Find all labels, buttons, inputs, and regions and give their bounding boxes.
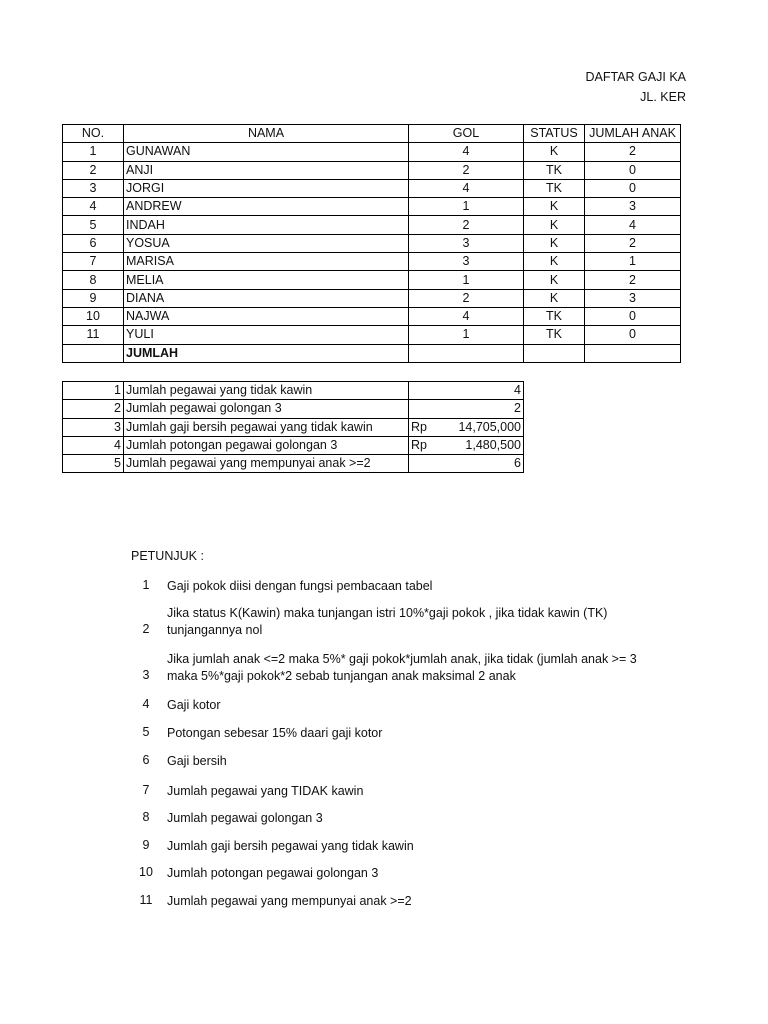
instruction-number: 4: [142, 697, 150, 711]
instruction-number: 3: [142, 668, 150, 682]
document-title: DAFTAR GAJI KA: [585, 70, 686, 84]
cell-status: K: [524, 271, 585, 289]
column-header-nama: NAMA: [124, 125, 409, 143]
column-header-no: NO.: [63, 125, 124, 143]
table-row: [63, 253, 681, 271]
instruction-line: Jumlah gaji bersih pegawai yang tidak kawin: [167, 839, 414, 853]
table-cell: [409, 344, 524, 362]
summary-value: 6: [514, 456, 521, 471]
summary-no: 3: [63, 418, 124, 436]
cell-no: 11: [63, 326, 124, 344]
cell-no: 10: [63, 307, 124, 325]
summary-value-cell: [409, 455, 524, 473]
table-row: [63, 326, 681, 344]
column-header-status: STATUS: [524, 125, 585, 143]
cell-no: 2: [63, 161, 124, 179]
cell-nama: MELIA: [124, 271, 409, 289]
table-row: [63, 271, 681, 289]
table-cell: [524, 344, 585, 362]
total-label: JUMLAH: [124, 344, 409, 362]
table-row: [63, 179, 681, 197]
cell-nama: ANDREW: [124, 198, 409, 216]
instruction-text: [167, 605, 687, 639]
cell-gol: 1: [409, 326, 524, 344]
instruction-number: 1: [142, 578, 150, 592]
instruction-number: 9: [142, 838, 150, 852]
summary-no: 5: [63, 455, 124, 473]
cell-jumlah-anak: 2: [585, 271, 681, 289]
instruction-line: maka 5%*gaji pokok*2 sebab tunjangan anak maksimal 2 anak: [167, 669, 516, 683]
cell-no: 4: [63, 198, 124, 216]
instruction-line: tunjangannya nol: [167, 623, 263, 637]
table-cell: [585, 344, 681, 362]
cell-status: K: [524, 143, 585, 161]
summary-value-cell: [409, 418, 524, 436]
currency-label: Rp: [411, 419, 427, 434]
cell-gol: 3: [409, 234, 524, 252]
cell-no: 5: [63, 216, 124, 234]
total-row: [63, 344, 681, 362]
table-row: [63, 289, 681, 307]
cell-status: TK: [524, 307, 585, 325]
cell-jumlah-anak: 3: [585, 198, 681, 216]
cell-jumlah-anak: 2: [585, 234, 681, 252]
cell-nama: ANJI: [124, 161, 409, 179]
instruction-number: 8: [142, 810, 150, 824]
cell-gol: 2: [409, 289, 524, 307]
column-header-jumlah-anak: JUMLAH ANAK: [585, 125, 681, 143]
instruction-line: Potongan sebesar 15% daari gaji kotor: [167, 726, 383, 740]
summary-label: Jumlah pegawai yang mempunyai anak >=2: [124, 455, 409, 473]
summary-table: [62, 381, 524, 473]
summary-row: [63, 382, 524, 400]
cell-nama: NAJWA: [124, 307, 409, 325]
table-cell: [63, 344, 124, 362]
instruction-line: Jumlah pegawai yang mempunyai anak >=2: [167, 894, 412, 908]
cell-no: 6: [63, 234, 124, 252]
table-row: [63, 216, 681, 234]
instruction-text: [167, 838, 687, 855]
instruction-text: [167, 893, 687, 910]
instruction-text: [167, 578, 687, 595]
table-row: [63, 161, 681, 179]
summary-row: [63, 436, 524, 454]
instruction-text: [167, 810, 687, 827]
cell-gol: 2: [409, 161, 524, 179]
cell-status: TK: [524, 161, 585, 179]
summary-value: 2: [514, 401, 521, 416]
cell-status: K: [524, 198, 585, 216]
summary-label: Jumlah potongan pegawai golongan 3: [124, 436, 409, 454]
cell-jumlah-anak: 1: [585, 253, 681, 271]
cell-status: K: [524, 234, 585, 252]
cell-jumlah-anak: 0: [585, 326, 681, 344]
currency-label: Rp: [411, 438, 427, 453]
cell-no: 7: [63, 253, 124, 271]
cell-status: TK: [524, 179, 585, 197]
cell-no: 3: [63, 179, 124, 197]
cell-nama: JORGI: [124, 179, 409, 197]
table-row: [63, 198, 681, 216]
cell-no: 9: [63, 289, 124, 307]
instructions-title: PETUNJUK :: [131, 549, 204, 563]
summary-value: 14,705,000: [458, 419, 521, 434]
instruction-text: [167, 651, 687, 685]
cell-gol: 3: [409, 253, 524, 271]
salary-table: [62, 124, 681, 363]
instruction-number: 6: [142, 753, 150, 767]
instruction-number: 7: [142, 783, 150, 797]
instruction-line: Jumlah pegawai golongan 3: [167, 811, 323, 825]
cell-nama: INDAH: [124, 216, 409, 234]
cell-gol: 1: [409, 198, 524, 216]
table-row: [63, 234, 681, 252]
summary-value-cell: [409, 382, 524, 400]
cell-nama: GUNAWAN: [124, 143, 409, 161]
summary-row: [63, 418, 524, 436]
summary-value: 4: [514, 383, 521, 398]
instruction-number: 11: [139, 893, 153, 907]
cell-no: 1: [63, 143, 124, 161]
instruction-number: 5: [142, 725, 150, 739]
cell-nama: DIANA: [124, 289, 409, 307]
cell-jumlah-anak: 0: [585, 161, 681, 179]
summary-row: [63, 455, 524, 473]
cell-status: K: [524, 253, 585, 271]
instruction-number: 2: [142, 622, 150, 636]
table-header-row: [63, 125, 681, 143]
cell-nama: MARISA: [124, 253, 409, 271]
cell-status: K: [524, 216, 585, 234]
cell-gol: 4: [409, 143, 524, 161]
summary-label: Jumlah gaji bersih pegawai yang tidak kawin: [124, 418, 409, 436]
cell-gol: 4: [409, 307, 524, 325]
summary-label: Jumlah pegawai yang tidak kawin: [124, 382, 409, 400]
cell-jumlah-anak: 3: [585, 289, 681, 307]
summary-value-cell: [409, 400, 524, 418]
instruction-line: Gaji pokok diisi dengan fungsi pembacaan tabel: [167, 579, 433, 593]
instruction-line: Jika jumlah anak <=2 maka 5%* gaji pokok*jumlah anak, jika tidak (jumlah anak >= 3: [167, 652, 637, 666]
cell-status: TK: [524, 326, 585, 344]
cell-gol: 2: [409, 216, 524, 234]
instruction-text: [167, 697, 687, 714]
instruction-text: [167, 725, 687, 742]
table-row: [63, 143, 681, 161]
instruction-text: [167, 783, 687, 800]
cell-jumlah-anak: 4: [585, 216, 681, 234]
cell-jumlah-anak: 0: [585, 179, 681, 197]
cell-nama: YOSUA: [124, 234, 409, 252]
instruction-line: Gaji kotor: [167, 698, 221, 712]
instruction-line: Jika status K(Kawin) maka tunjangan istri 10%*gaji pokok , jika tidak kawin (TK): [167, 606, 608, 620]
summary-no: 4: [63, 436, 124, 454]
summary-no: 1: [63, 382, 124, 400]
document-address: JL. KER: [640, 90, 686, 104]
instruction-line: Jumlah potongan pegawai golongan 3: [167, 866, 379, 880]
instruction-line: Jumlah pegawai yang TIDAK kawin: [167, 784, 364, 798]
instruction-line: Gaji bersih: [167, 754, 227, 768]
cell-status: K: [524, 289, 585, 307]
table-row: [63, 307, 681, 325]
instruction-text: [167, 753, 687, 770]
cell-nama: YULI: [124, 326, 409, 344]
summary-label: Jumlah pegawai golongan 3: [124, 400, 409, 418]
cell-gol: 1: [409, 271, 524, 289]
instruction-number: 10: [139, 865, 153, 879]
summary-value-cell: [409, 436, 524, 454]
cell-no: 8: [63, 271, 124, 289]
instruction-text: [167, 865, 687, 882]
summary-value: 1,480,500: [465, 438, 521, 453]
cell-gol: 4: [409, 179, 524, 197]
cell-jumlah-anak: 0: [585, 307, 681, 325]
summary-no: 2: [63, 400, 124, 418]
cell-jumlah-anak: 2: [585, 143, 681, 161]
summary-row: [63, 400, 524, 418]
column-header-gol: GOL: [409, 125, 524, 143]
